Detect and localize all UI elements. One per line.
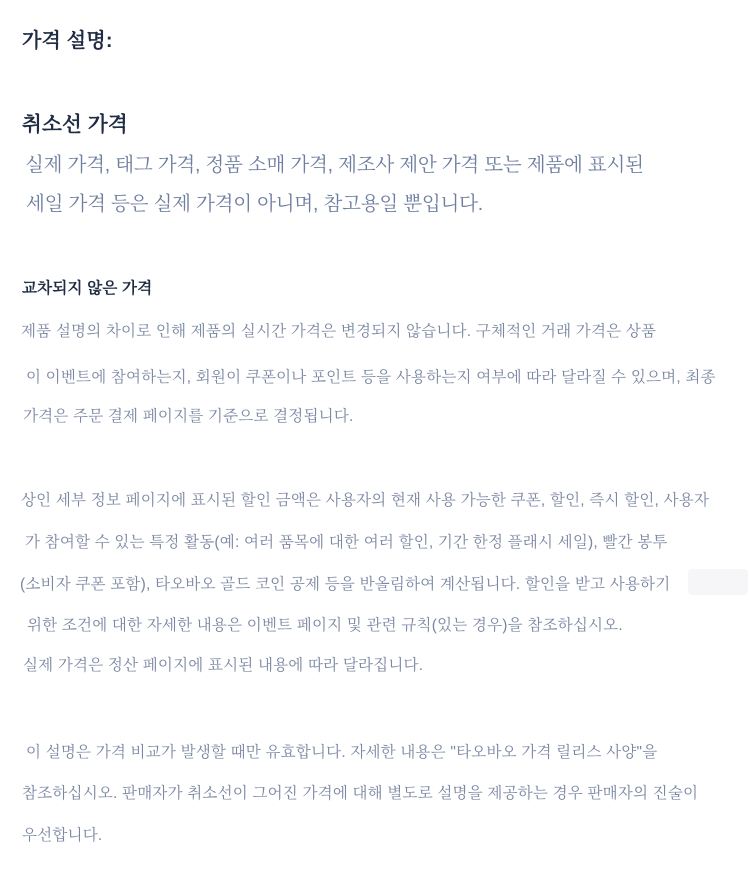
strikethrough-text-line: 실제 가격, 태그 가격, 정품 소매 가격, 제조사 제안 가격 또는 제품에 표시된 (25, 154, 644, 176)
page-title: 가격 설명: (22, 30, 113, 52)
strikethrough-price-heading: 취소선 가격 (22, 113, 128, 136)
overlay-artifact (688, 569, 748, 595)
body-text-line: 이 이벤트에 참여하는지, 회원이 쿠폰이나 포인트 등을 사용하는지 여부에 따라 달라질 수 있으며, 최종 (26, 369, 716, 386)
strikethrough-text-line: 세일 가격 등은 실제 가격이 아니며, 참고용일 뿐입니다. (26, 193, 483, 215)
body-text-line: 우선합니다. (22, 827, 103, 844)
body-text-line: 제품 설명의 차이로 인해 제품의 실시간 가격은 변경되지 않습니다. 구체적인 거래 가격은 상품 (21, 323, 657, 340)
body-text-line: 가 참여할 수 있는 특정 활동(예: 여러 품목에 대한 여러 할인, 기간 한정 플래시 세일), 빨간 봉투 (25, 534, 668, 551)
body-text-line: 상인 세부 정보 페이지에 표시된 할인 금액은 사용자의 현재 사용 가능한 쿠폰, 할인, 즉시 할인, 사용자 (21, 492, 710, 509)
body-text-line: 가격은 주문 결제 페이지를 기준으로 결정됩니다. (23, 408, 354, 425)
uncrossed-price-heading: 교차되지 않은 가격 (22, 280, 153, 297)
body-text-line: 이 설명은 가격 비교가 발생할 때만 유효합니다. 자세한 내용은 "타오바오 가격 릴리스 사양"을 (26, 744, 658, 761)
body-text-line: 실제 가격은 정산 페이지에 표시된 내용에 따라 달라집니다. (23, 657, 424, 674)
body-text-line: 참조하십시오. 판매자가 취소선이 그어진 가격에 대해 별도로 설명을 제공하는 경우 판매자의 진술이 (22, 785, 699, 802)
body-text-line: 위한 조건에 대한 자세한 내용은 이벤트 페이지 및 관련 규칙(있는 경우)을 참조하십시오. (27, 617, 623, 634)
body-text-line: (소비자 쿠폰 포함), 타오바오 골드 코인 공제 등을 반올림하여 계산됩니다. 할인을 받고 사용하기 (20, 576, 671, 593)
